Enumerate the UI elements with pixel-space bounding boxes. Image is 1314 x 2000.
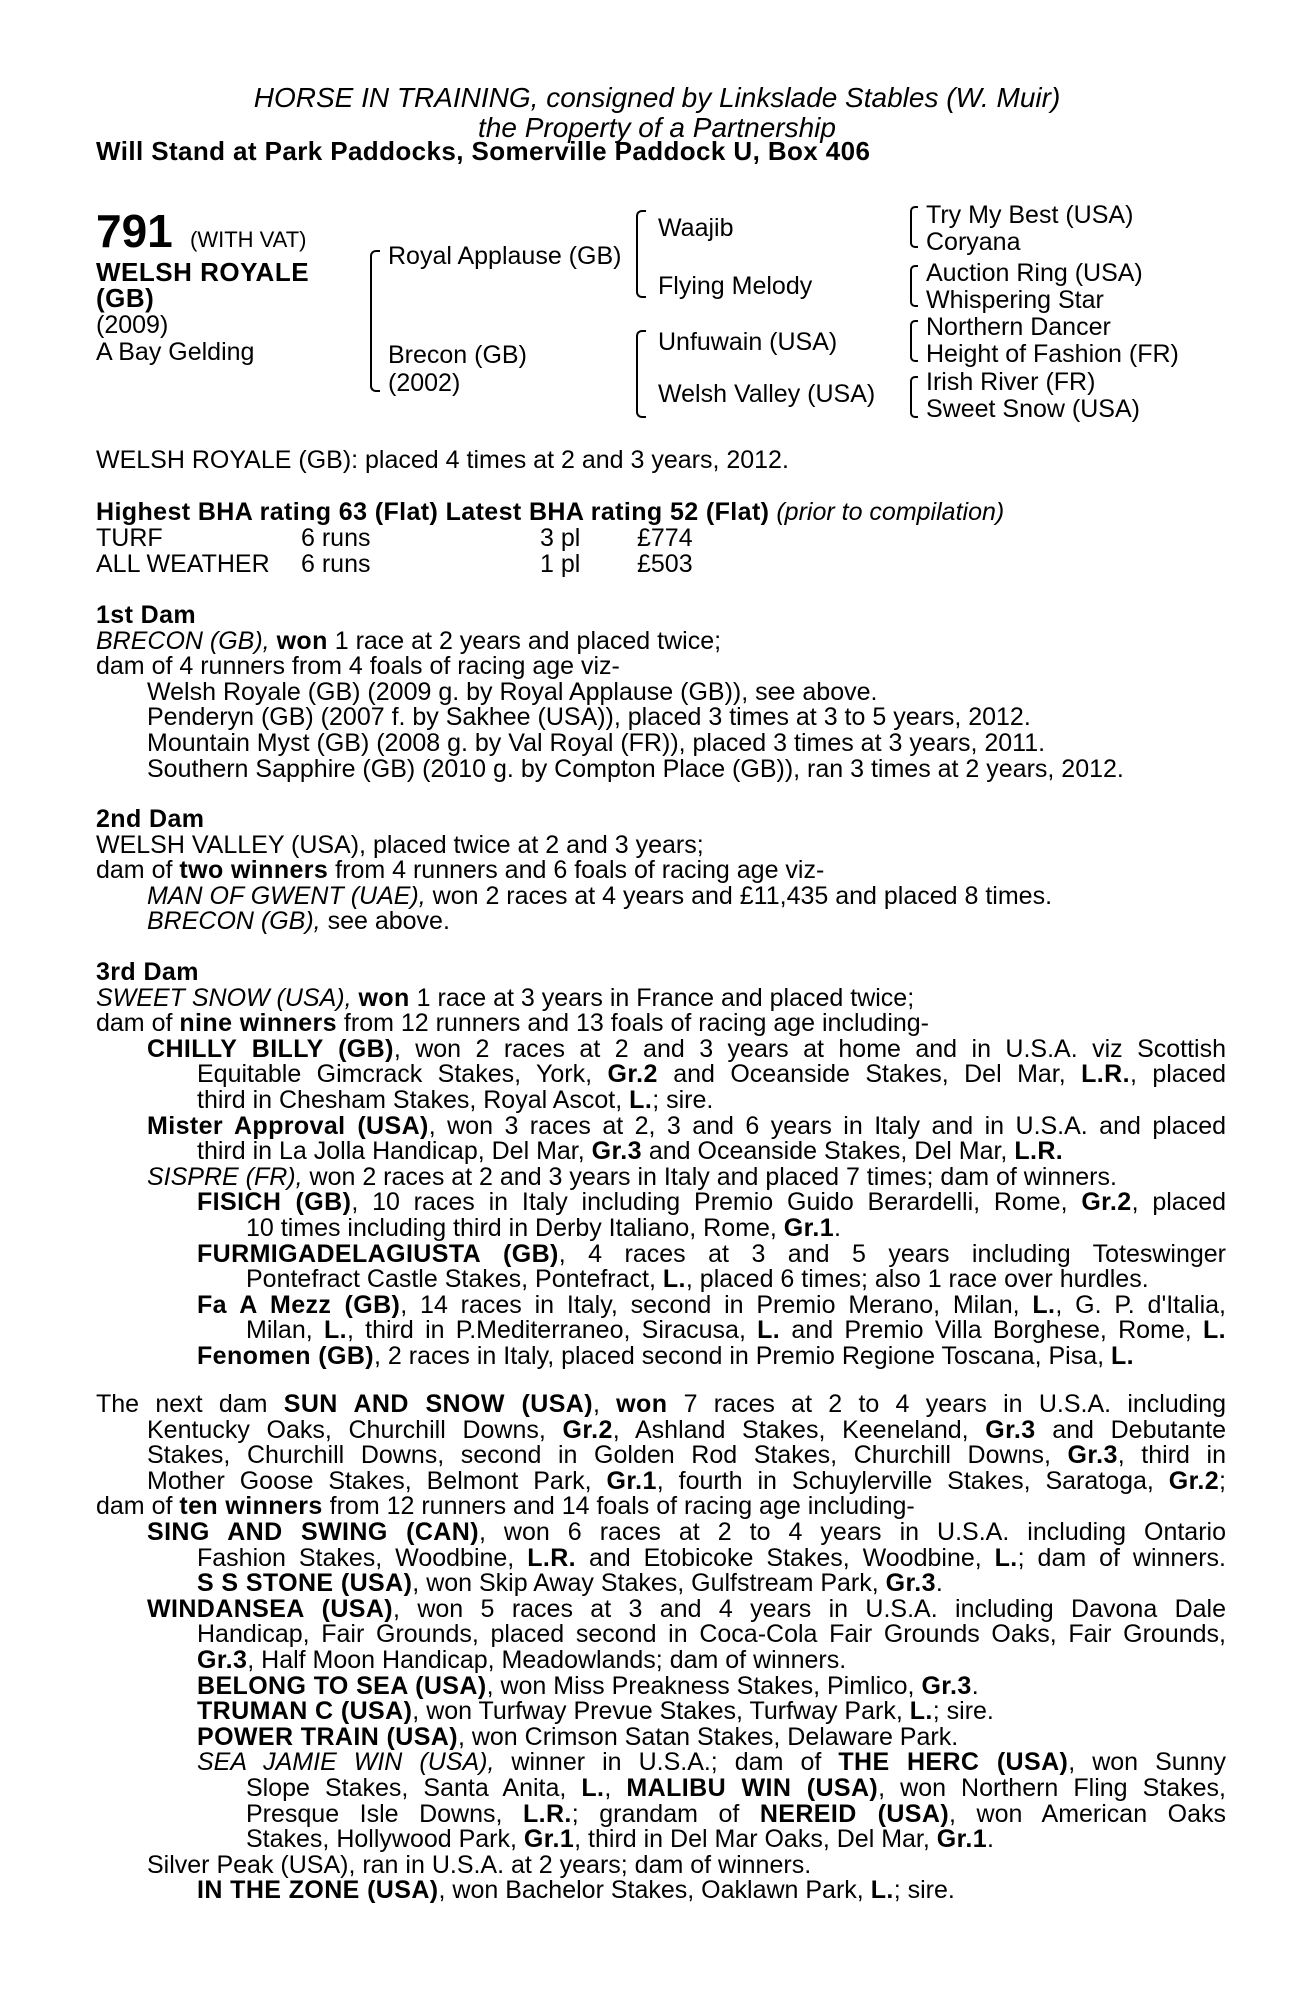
produce-entry: Southern Sapphire (GB) (2010 g. by Compton Place (GB)), ran 3 times at 2 years, 2012.: [147, 754, 1124, 783]
text: , placed: [1129, 1060, 1227, 1089]
produce-entry: [96, 1671, 1226, 1700]
produce-entry-cont: [96, 1318, 1226, 1344]
next-dam-record: [96, 1392, 1226, 1418]
pedigree-dam-year: (2002): [388, 369, 461, 397]
grade: Gr.2: [1081, 1188, 1132, 1217]
horse-country: (GB): [96, 283, 155, 313]
text: , won 2 races at 2 and 3 years at home and in U.S.A. viz Scottish: [393, 1034, 1227, 1063]
foaling-year: (2009): [96, 311, 169, 339]
header-location: Will Stand at Park Paddocks, Somerville Paddock U, Box 406: [96, 136, 871, 166]
won-text: won: [276, 626, 328, 655]
stat-runs: 6 runs: [301, 524, 371, 552]
header-property: the Property of a Partnership: [478, 112, 836, 143]
text: dam of: [96, 1009, 180, 1038]
winners-count: nine winners: [179, 1009, 337, 1038]
stat-runs: 6 runs: [301, 550, 371, 578]
rating-note: (prior to compilation): [776, 498, 1005, 526]
horse-name: FURMIGADELAGIUSTA (GB): [197, 1239, 559, 1268]
text: , 2 races in Italy, placed second in Premio Regione Toscana, Pisa,: [374, 1341, 1112, 1370]
produce-entry: Silver Peak (USA), ran in U.S.A. at 2 years; dam of winners.: [147, 1850, 812, 1879]
text: third in La Jolla Handicap, Del Mar,: [197, 1137, 592, 1166]
third-dam-title: 3rd Dam: [96, 958, 199, 986]
text: 1 race at 3 years in France and placed twice;: [409, 983, 915, 1012]
pedigree-sire-sire: Waajib: [658, 214, 734, 242]
produce-entry: [96, 1571, 1226, 1597]
pedigree-brace-sd: [910, 265, 918, 307]
text: and Oceanside Stakes, Del Mar,: [657, 1060, 1082, 1089]
text: .: [834, 1213, 841, 1242]
grade: Gr.1: [606, 1466, 657, 1495]
horse-name: S S STONE (USA): [197, 1569, 413, 1598]
text: Mother Goose Stakes, Belmont Park,: [147, 1466, 607, 1495]
text: Stakes, Churchill Downs, second in Golden Rod Stakes, Churchill Downs,: [147, 1441, 1068, 1470]
pedigree-sss: Try My Best (USA): [926, 201, 1134, 229]
horse-name: BRECON (GB),: [147, 907, 321, 936]
text: Milan,: [246, 1316, 324, 1345]
pedigree-sire: Royal Applause (GB): [388, 242, 622, 270]
grade: Gr.2: [607, 1060, 658, 1089]
text: The next dam: [96, 1390, 284, 1418]
text: 10 times including third in Derby Italiano, Rome,: [246, 1213, 784, 1242]
text: , placed 6 times; also 1 race over hurdles.: [685, 1265, 1149, 1294]
produce-entry: Mountain Myst (GB) (2008 g. by Val Royal (FR)), placed 3 times at 3 years, 2011.: [147, 728, 1046, 757]
produce-entry: [96, 1878, 1226, 1904]
produce-entry: [96, 1111, 1226, 1140]
grade: Gr.3: [1067, 1441, 1118, 1470]
text: Equitable Gimcrack Stakes, York,: [197, 1060, 608, 1089]
produce-entry-cont: [96, 1062, 1226, 1088]
text: and Premio Villa Borghese, Rome,: [780, 1316, 1203, 1345]
text: dam of: [96, 1492, 180, 1521]
grade: L.R.: [522, 1799, 572, 1828]
horse-name: SING AND SWING (CAN): [147, 1517, 479, 1546]
grade: Gr.3: [197, 1645, 248, 1674]
produce-entry: [96, 909, 1226, 935]
produce-entry: [96, 1517, 1226, 1546]
produce-entry: [96, 1162, 1226, 1191]
produce-entry: Penderyn (GB) (2007 f. by Sakhee (USA)), placed 3 times at 3 to 5 years, 2012.: [147, 703, 1031, 732]
text: winner in U.S.A.; dam of: [494, 1748, 839, 1777]
horse-name: MAN OF GWENT (UAE),: [147, 881, 426, 910]
text: .: [935, 1569, 943, 1598]
text: , won American Oaks: [949, 1799, 1226, 1828]
text: .: [971, 1671, 979, 1700]
grade: L.R.: [527, 1543, 577, 1572]
grade: L.: [323, 1316, 347, 1345]
next-dam-record-cont: [96, 1443, 1226, 1469]
text: ; sire.: [893, 1876, 955, 1905]
grade: Gr.3: [985, 1415, 1036, 1444]
grade: L.: [994, 1543, 1018, 1572]
produce-entry-cont: [96, 1645, 1226, 1674]
text: and Oceanside Stakes, Del Mar,: [641, 1137, 1015, 1166]
text: , 10 races in Italy including Premio Guido Berardelli, Rome,: [351, 1188, 1082, 1217]
grade: L.R.: [1081, 1060, 1130, 1089]
produce-entry-cont: [96, 1543, 1226, 1572]
text: ,: [592, 1390, 617, 1418]
winners-count: two winners: [179, 856, 329, 885]
text: , third in: [1117, 1441, 1226, 1470]
second-dam-section: [96, 807, 1226, 935]
produce-entry-cont: Handicap, Fair Grounds, placed second in Coca-Cola Fair Grounds Oaks, Fair Grounds,: [197, 1620, 1226, 1649]
next-dam-section: [96, 1392, 1226, 1904]
stat-earnings: £503: [637, 550, 693, 578]
horse-name: MALIBU WIN (USA): [626, 1773, 879, 1802]
pedigree-ddd: Sweet Snow (USA): [926, 395, 1140, 423]
grade: L.: [909, 1697, 933, 1726]
stat-surface: ALL WEATHER: [96, 550, 270, 578]
grade: L.: [629, 1085, 653, 1114]
pedigree-dam: Brecon (GB): [388, 341, 527, 369]
third-dam-record: [96, 983, 1226, 1012]
pedigree-sire-dam: Flying Melody: [658, 272, 813, 300]
text: won 2 races at 4 years and £11,435 and placed 8 times.: [425, 881, 1053, 910]
pedigree-brace-dam: [636, 330, 646, 418]
text: , won 3 races at 2, 3 and 6 years in Italy and in U.S.A. and placed: [428, 1111, 1226, 1140]
text: Slope Stakes, Santa Anita,: [246, 1773, 582, 1802]
vat-note: (WITH VAT): [190, 227, 307, 252]
grade: Gr.1: [783, 1213, 835, 1242]
grade: L.: [757, 1316, 781, 1345]
horse-name: Fa A Mezz (GB): [197, 1290, 401, 1319]
next-dam-record-cont: [96, 1466, 1226, 1495]
produce-entry-cont: [96, 1773, 1226, 1802]
horse-name: FISICH (GB): [197, 1188, 352, 1217]
pedigree-dam-sire: Unfuwain (USA): [658, 328, 838, 356]
horse-name: Fenomen (GB): [197, 1341, 375, 1370]
text: , won Turfway Prevue Stakes, Turfway Park,: [412, 1697, 910, 1726]
header-consignor: HORSE IN TRAINING, consigned by Linkslade Stables (W. Muir): [253, 82, 1061, 113]
horse-name: NEREID (USA): [759, 1799, 950, 1828]
pedigree-brace-ss: [910, 206, 918, 248]
horse-name: SISPRE (FR),: [147, 1162, 303, 1191]
text: from 12 runners and 14 foals of racing age including-: [322, 1492, 915, 1521]
second-dam-record: WELSH VALLEY (USA), placed twice at 2 and 3 years;: [96, 830, 704, 859]
text: , third in P.Mediterraneo, Siracusa,: [346, 1316, 758, 1345]
won-text: won: [358, 983, 410, 1012]
text: Pontefract Castle Stakes, Pontefract,: [246, 1265, 663, 1294]
text: , fourth in Schuylerville Stakes, Saratoga,: [656, 1466, 1169, 1495]
grade: Gr.1: [523, 1825, 575, 1854]
stat-earnings: £774: [637, 524, 693, 552]
produce-entry: [96, 1239, 1227, 1268]
text: third in Chesham Stakes, Royal Ascot,: [197, 1085, 630, 1114]
horse-description: A Bay Gelding: [96, 338, 255, 366]
text: see above.: [320, 907, 450, 936]
grade: L.: [1032, 1290, 1056, 1319]
dam-name: BRECON (GB),: [96, 626, 270, 655]
pedigree-sdd: Whispering Star: [926, 286, 1104, 314]
text: Fashion Stakes, Woodbine,: [197, 1543, 528, 1572]
text: , won 6 races at 2 to 4 years in U.S.A. including Ontario: [478, 1517, 1226, 1546]
produce-entry: [96, 881, 1226, 910]
first-dam-title: 1st Dam: [96, 601, 197, 629]
text: , won Miss Preakness Stakes, Pimlico,: [486, 1671, 922, 1700]
grade: L.: [581, 1773, 605, 1802]
text: , won Northern Fling Stakes,: [878, 1773, 1226, 1802]
grade: L.R.: [1014, 1137, 1064, 1166]
produce-entry: [96, 1290, 1226, 1319]
third-dam-produce: [96, 1011, 1226, 1037]
winners-count: ten winners: [179, 1492, 323, 1521]
text: , 4 races at 3 and 5 years including Toteswinger: [558, 1239, 1227, 1268]
lot-number: 791: [96, 205, 173, 257]
text: won 2 races at 2 and 3 years in Italy and placed 7 times; dam of winners.: [302, 1162, 1117, 1191]
produce-entry-cont: [96, 1827, 1226, 1853]
text: , won Sunny: [1068, 1748, 1226, 1777]
pedigree-dss: Northern Dancer: [926, 313, 1111, 341]
grade: Gr.3: [591, 1137, 642, 1166]
produce-entry: [96, 1699, 1226, 1725]
horse-name: CHILLY BILLY (GB): [147, 1034, 394, 1063]
produce-entry: [96, 1034, 1227, 1063]
text: ; dam of winners.: [1017, 1543, 1226, 1572]
text: , third in Del Mar Oaks, Del Mar,: [574, 1825, 937, 1854]
grade: L.: [662, 1265, 686, 1294]
produce-entry: [96, 1594, 1226, 1623]
race-summary: WELSH ROYALE (GB): placed 4 times at 2 and 3 years, 2012.: [96, 446, 789, 474]
text: , won Skip Away Stakes, Gulfstream Park,: [412, 1569, 886, 1598]
produce-entry: [96, 1750, 1226, 1776]
produce-entry: [96, 1341, 1226, 1370]
produce-entry: [96, 1722, 1226, 1751]
text: , won Crimson Satan Stakes, Delaware Park.: [457, 1722, 959, 1751]
won-text: won: [616, 1390, 668, 1418]
text: dam of: [96, 856, 180, 885]
text: , won Bachelor Stakes, Oaklawn Park,: [438, 1876, 871, 1905]
text: and Debutante: [1035, 1415, 1226, 1444]
next-dam-record-cont: [96, 1415, 1226, 1444]
first-dam-record: [96, 626, 1226, 655]
horse-name: SEA JAMIE WIN (USA),: [197, 1748, 495, 1777]
grade: Gr.2: [562, 1415, 613, 1444]
third-dam-section: [96, 960, 1226, 1370]
text: ;: [1219, 1466, 1226, 1495]
produce-entry: [96, 1190, 1226, 1216]
rating-line: [96, 500, 1004, 526]
text: ; grandam of: [571, 1799, 760, 1828]
text: and Etobicoke Stakes, Woodbine,: [576, 1543, 995, 1572]
text: Kentucky Oaks, Churchill Downs,: [147, 1415, 563, 1444]
second-dam-produce: [96, 858, 1226, 884]
produce-entry-cont: [96, 1085, 1226, 1114]
grade: Gr.3: [885, 1569, 936, 1598]
grade: Gr.1: [936, 1825, 988, 1854]
text: Presque Isle Downs,: [246, 1799, 523, 1828]
horse-name: WINDANSEA (USA): [147, 1594, 394, 1623]
next-dam-produce: [96, 1494, 1226, 1520]
grade: L.: [1202, 1316, 1226, 1345]
produce-entry-cont: [96, 1267, 1226, 1293]
pedigree-brace-main: [370, 250, 380, 392]
text: ,: [604, 1773, 627, 1802]
grade: L.: [1111, 1341, 1135, 1370]
text: 7 races at 2 to 4 years in U.S.A. including: [667, 1390, 1227, 1418]
first-dam-produce: dam of 4 runners from 4 foals of racing age viz-: [96, 652, 620, 681]
produce-entry-cont: [96, 1213, 1226, 1242]
pedigree-ssd: Coryana: [926, 228, 1021, 256]
stat-placed: 1 pl: [540, 550, 581, 578]
text: , G. P. d'Italia,: [1055, 1290, 1226, 1319]
first-dam-section: [96, 603, 1226, 782]
stat-placed: 3 pl: [540, 524, 581, 552]
pedigree-brace-dd: [910, 376, 918, 418]
text: , 14 races in Italy, second in Premio Merano, Milan,: [400, 1290, 1033, 1319]
grade: L.: [870, 1876, 894, 1905]
text: ; sire.: [932, 1697, 994, 1726]
text: , Ashland Stakes, Keeneland,: [612, 1415, 986, 1444]
horse-name: Mister Approval (USA): [147, 1111, 429, 1140]
dam-name: SWEET SNOW (USA),: [96, 983, 352, 1012]
text: from 12 runners and 13 foals of racing age including-: [336, 1009, 930, 1038]
horse-name: WELSH ROYALE: [96, 257, 310, 287]
rating-text: Highest BHA rating 63 (Flat) Latest BHA rating 52 (Flat): [96, 498, 770, 526]
pedigree-brace-sire: [636, 210, 646, 298]
text: from 4 runners and 6 foals of racing age viz-: [328, 856, 825, 885]
grade: Gr.2: [1168, 1466, 1220, 1495]
text: , placed: [1131, 1188, 1226, 1217]
text: , won 5 races at 3 and 4 years in U.S.A. including Davona Dale: [393, 1594, 1226, 1623]
horse-name: TRUMAN C (USA): [197, 1697, 413, 1726]
horse-name: IN THE ZONE (USA): [197, 1876, 439, 1905]
grade: Gr.3: [921, 1671, 972, 1700]
horse-name: POWER TRAIN (USA): [197, 1722, 458, 1751]
pedigree-sds: Auction Ring (USA): [926, 259, 1143, 287]
pedigree-brace-ds: [910, 320, 918, 362]
second-dam-title: 2nd Dam: [96, 805, 205, 833]
record-text: 1 race at 2 years and placed twice;: [327, 626, 722, 655]
produce-entry-cont: [96, 1139, 1226, 1165]
horse-name: THE HERC (USA): [838, 1748, 1069, 1777]
stat-surface: TURF: [96, 524, 163, 552]
pedigree-dam-dam: Welsh Valley (USA): [658, 380, 876, 408]
text: ; sire.: [652, 1085, 714, 1114]
horse-name: BELONG TO SEA (USA): [197, 1671, 487, 1700]
pedigree-dds: Irish River (FR): [926, 368, 1096, 396]
text: .: [987, 1825, 994, 1854]
text: , Half Moon Handicap, Meadowlands; dam of winners.: [247, 1645, 847, 1674]
pedigree-dsd: Height of Fashion (FR): [926, 340, 1179, 368]
produce-entry: Welsh Royale (GB) (2009 g. by Royal Applause (GB)), see above.: [147, 677, 878, 706]
text: Stakes, Hollywood Park,: [246, 1825, 524, 1854]
dam-name: SUN AND SNOW (USA): [283, 1390, 593, 1418]
produce-entry-cont: [96, 1799, 1226, 1828]
